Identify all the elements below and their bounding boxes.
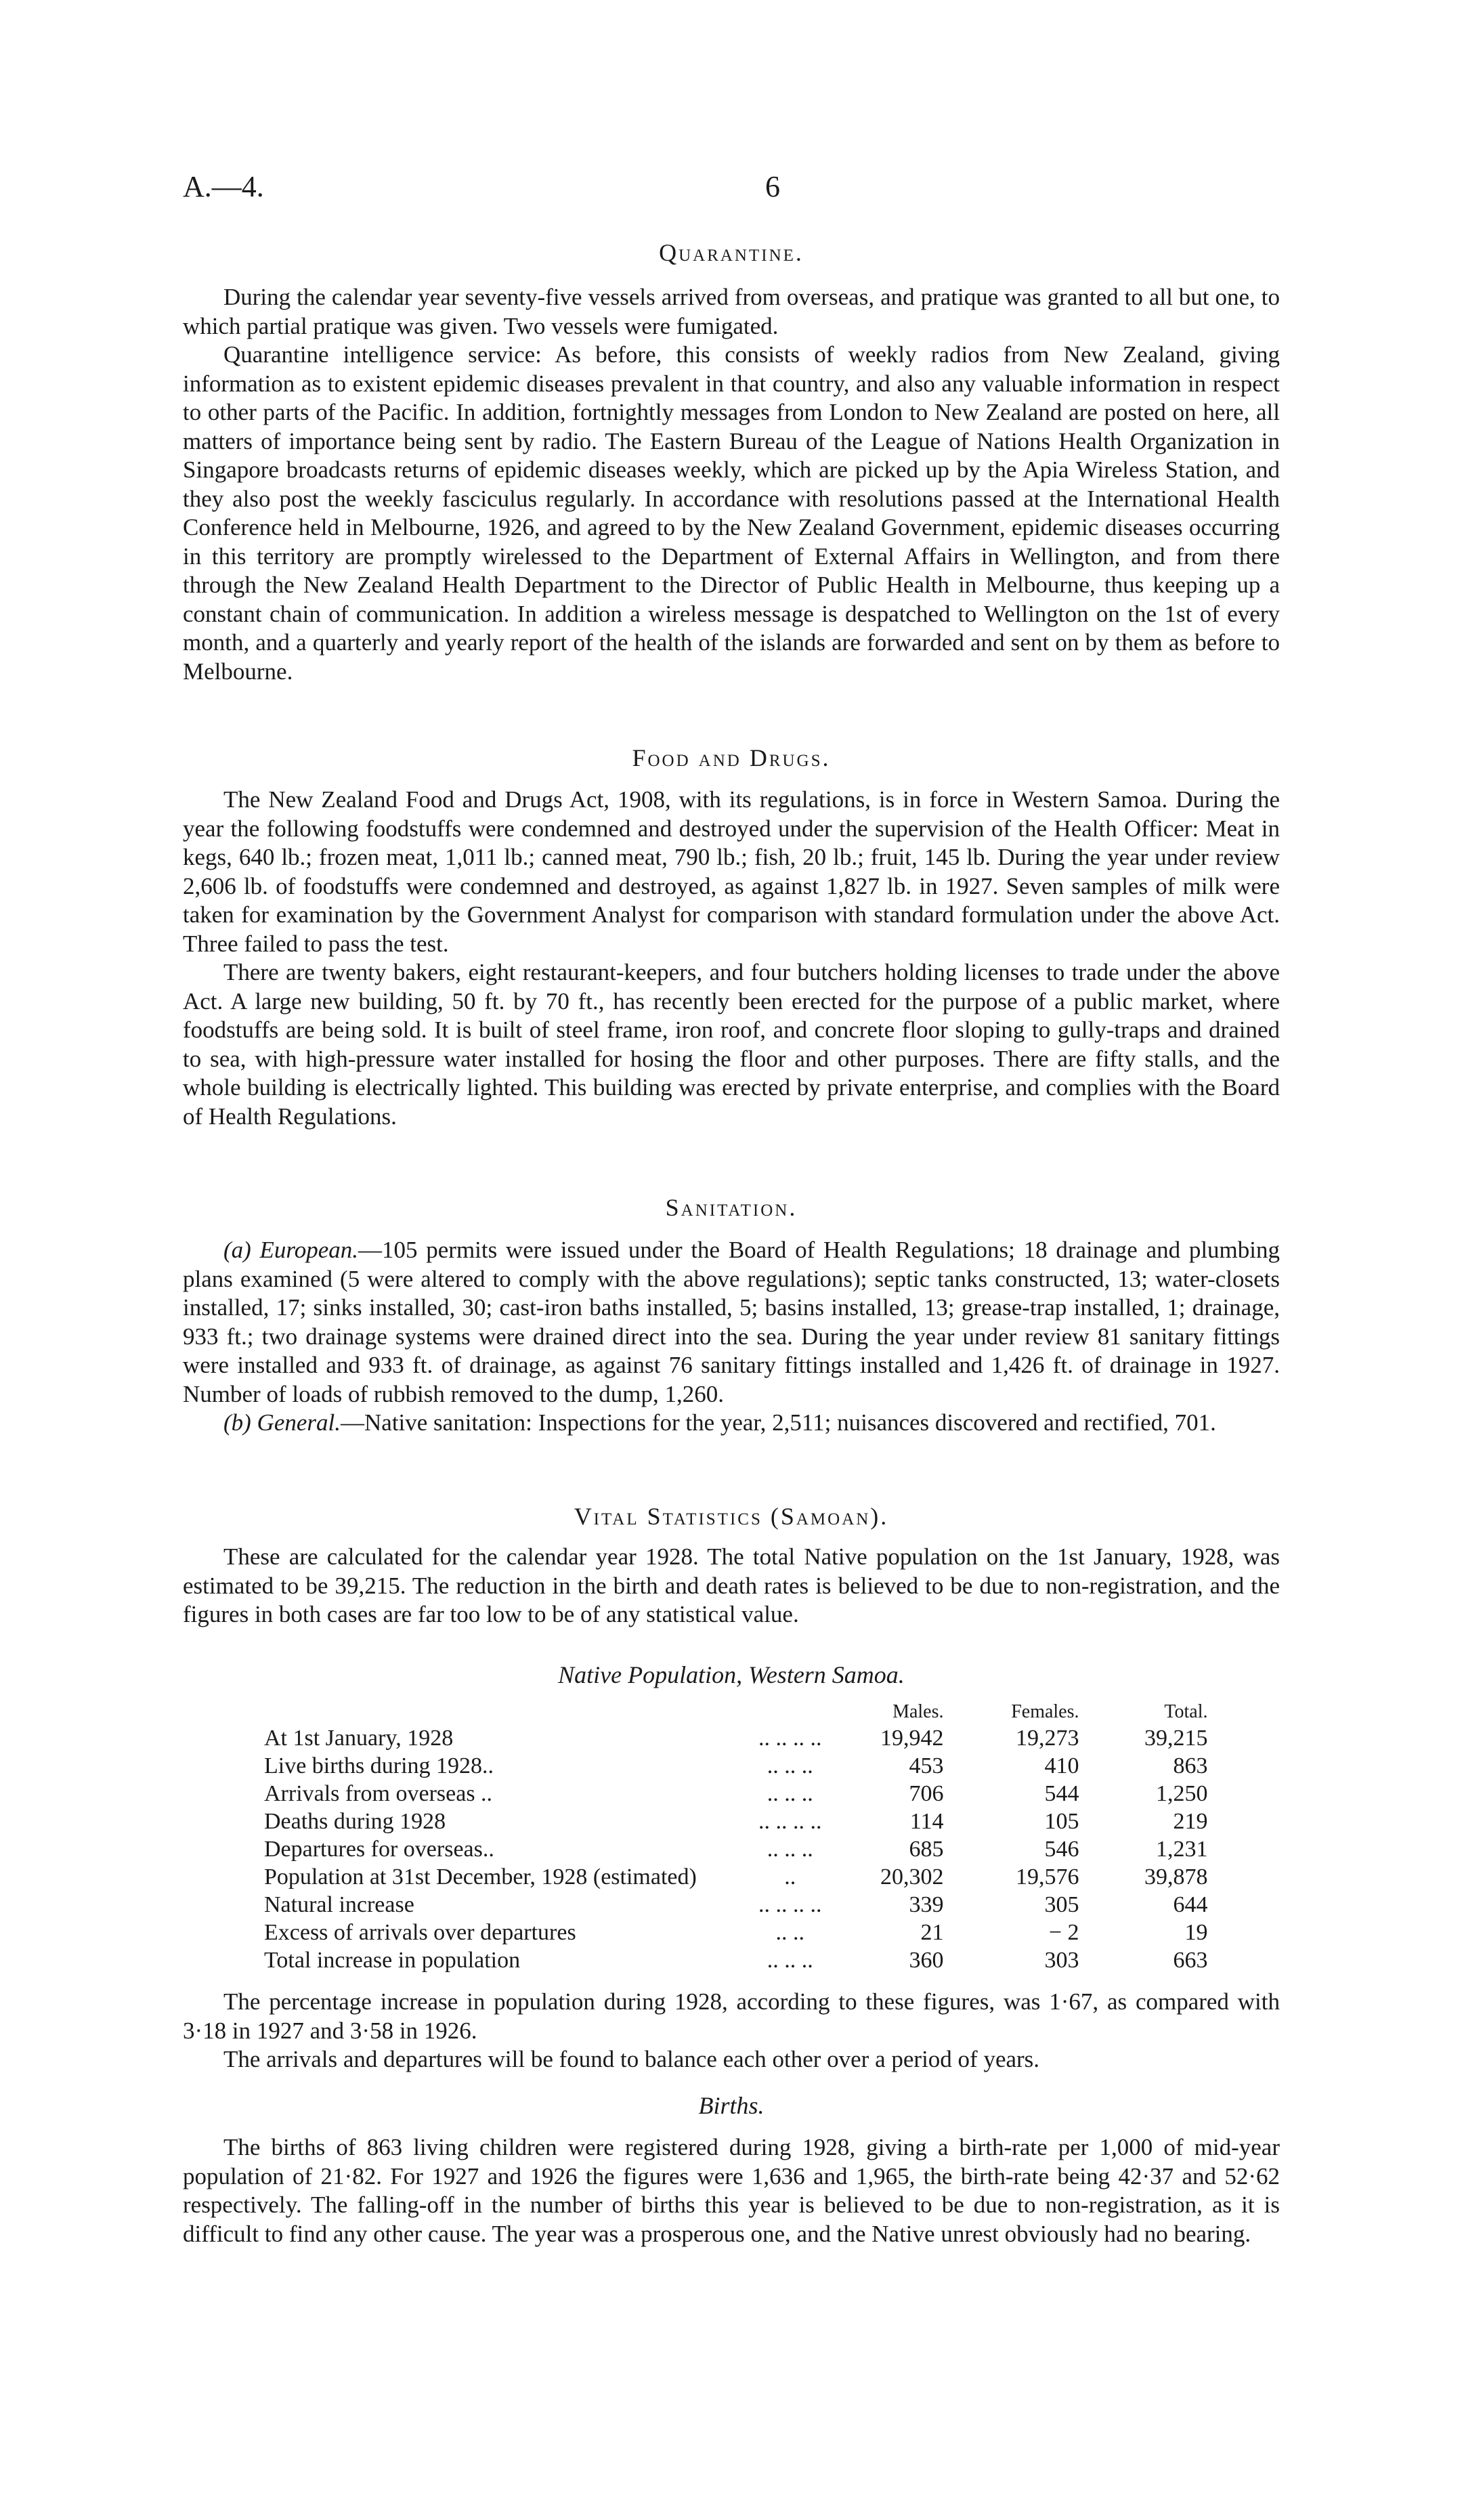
document-reference: A.—4.: [183, 170, 264, 203]
table-row: [264, 1946, 1208, 1974]
vital-statistics-title: Vital Statistics (Samoan).: [574, 1503, 889, 1530]
quarantine-title: Quarantine.: [659, 239, 804, 266]
row-label: Excess of arrivals over departures: [264, 1920, 576, 1945]
sanitation-title: Sanitation.: [665, 1194, 798, 1221]
population-table: [264, 1700, 1208, 1974]
row-label: At 1st January, 1928: [264, 1726, 454, 1751]
total-value: 863: [1173, 1753, 1208, 1778]
females-value: 305: [1044, 1892, 1079, 1917]
row-label: Natural increase: [264, 1892, 414, 1917]
births-title: Births.: [698, 2092, 765, 2119]
vital-statistics-body: [183, 1543, 1280, 1629]
births-body: [183, 2133, 1280, 2248]
percentage-increase-paragraph: The percentage increase in population during 1928, according to these figures, was 1·67, as compared with 3·18 in 1927 and 3·58 in 1926.: [183, 1988, 1280, 2044]
population-table-title: Native Population, Western Samoa.: [558, 1661, 905, 1688]
total-value: 19: [1184, 1920, 1208, 1945]
row-label: Live births during 1928..: [264, 1753, 494, 1778]
males-value: 453: [909, 1753, 944, 1778]
table-row: [264, 1863, 1208, 1891]
females-value: 546: [1044, 1837, 1079, 1862]
column-header-females: Females.: [1011, 1701, 1079, 1722]
total-value: 39,878: [1144, 1864, 1208, 1889]
percentage-increase-body: [183, 1988, 1280, 2074]
males-value: 20,302: [880, 1864, 944, 1889]
european-label: (a) European.: [223, 1237, 359, 1263]
row-leader: .. .. ..: [767, 1753, 813, 1778]
table-row: [264, 1724, 1208, 1752]
males-value: 706: [909, 1781, 944, 1806]
table-row: [264, 1891, 1208, 1919]
sanitation-body: [183, 1236, 1280, 1438]
quarantine-paragraph-2: Quarantine intelligence service: As before, this consists of weekly radios from New Zealand, giving information as to existent epidemic diseases prevalent in that country, and also any valuable information in respect to other parts of the Pacific. In addition, fortnightly messages from London to New Zealand are posted on here, all matters of importance being sent by radio. The Eastern Bureau of the League of Nations Health Organization in Singapore broadcasts returns of epidemic diseases weekly, which are picked up by the Apia Wireless Station, and they also post the weekly fasciculus regularly. In accordance with resolutions passed at the International Health Conference held in Melbourne, 1926, and agreed to by the New Zealand Government, epidemic diseases occurring in this territory are promptly wirelessed to the Department of External Affairs in Wellington, and from there through the New Zealand Health Department to the Director of Public Health in Melbourne, thus keeping up a constant chain of communication. In addition a wireless message is despatched to Wellington on the 1st of every month, and a quarterly and yearly report of the health of the islands are forwarded and sent on by them as before to Melbourne.: [183, 341, 1280, 685]
table-row: [264, 1835, 1208, 1863]
males-value: 114: [909, 1809, 944, 1834]
females-value: 19,273: [1016, 1726, 1079, 1751]
row-leader: .. .. ..: [767, 1837, 813, 1862]
row-label: Deaths during 1928: [264, 1809, 446, 1834]
males-value: 685: [909, 1837, 944, 1862]
females-value: − 2: [1048, 1920, 1079, 1945]
row-leader: .. .. .. ..: [758, 1892, 822, 1917]
total-value: 1,231: [1156, 1837, 1208, 1862]
food-drugs-title: Food and Drugs.: [632, 744, 831, 771]
row-leader: .. ..: [775, 1920, 804, 1945]
general-label: (b) General.: [223, 1409, 341, 1436]
males-value: 19,942: [880, 1726, 944, 1751]
row-leader: .. .. ..: [767, 1781, 813, 1806]
row-leader: .. .. ..: [767, 1948, 813, 1973]
arrivals-departures-paragraph: The arrivals and departures will be found to balance each other over a period of years.: [223, 2046, 1040, 2072]
food-drugs-body: [183, 786, 1280, 1131]
quarantine-paragraph-1: During the calendar year seventy-five vessels arrived from overseas, and pratique was granted to all but one, to which partial pratique was given. Two vessels were fumigated.: [183, 284, 1280, 339]
females-value: 303: [1044, 1948, 1079, 1973]
females-value: 410: [1044, 1753, 1079, 1778]
table-row: [264, 1919, 1208, 1946]
births-paragraph: The births of 863 living children were registered during 1928, giving a birth-rate per 1,000 of mid-year population of 21·82. For 1927 and 1926 the figures were 1,636 and 1,965, the birth-rate being 42·37 and 52·62 respectively. The falling-off in the number of births this year is believed to be due to non-registration, as it is difficult to find any other cause. The year was a prosperous one, and the Native unrest obviously had no bearing.: [183, 2134, 1280, 2247]
row-leader: .. .. .. ..: [758, 1726, 822, 1751]
females-value: 544: [1044, 1781, 1079, 1806]
row-label: Arrivals from overseas ..: [264, 1781, 493, 1806]
table-row: [264, 1808, 1208, 1835]
vital-statistics-paragraph: These are calculated for the calendar year 1928. The total Native population on the 1st January, 1928, was estimated to be 39,215. The reduction in the birth and death rates is believed to be due to non-registration, and the figures in both cases are far too low to be of any statistical value.: [183, 1543, 1280, 1627]
total-value: 644: [1173, 1892, 1208, 1917]
row-label: Departures for overseas..: [264, 1837, 494, 1862]
page-number: 6: [765, 170, 780, 203]
row-label: Population at 31st December, 1928 (estimated): [264, 1864, 697, 1889]
males-value: 21: [920, 1920, 944, 1945]
page-header: [183, 169, 1280, 210]
european-text: —105 permits were issued under the Board of Health Regulations; 18 drainage and plumbing plans examined (5 were altered to comply with the above regulations); septic tanks constructed, 13; water-closets installed, 17; sinks installed, 30; cast-iron baths installed, 5; basins installed, 13; grease-trap installed, 1; drainage, 933 ft.; two drainage systems were drained direct into the sea. During the year under review 81 sanitary fittings were installed and 933 ft. of drainage, as against 76 sanitary fittings installed and 1,426 ft. of drainage in 1927. Number of loads of rubbish removed to the dump, 1,260.: [183, 1237, 1280, 1407]
food-drugs-paragraph-2: There are twenty bakers, eight restaurant-keepers, and four butchers holding licenses to trade under the above Act. A large new building, 50 ft. by 70 ft., has recently been erected for the purpose of a public market, where foodstuffs are being sold. It is built of steel frame, iron roof, and concrete floor sloping to gully-traps and drained to sea, with high-pressure water installed for hosing the floor and other purposes. There are fifty stalls, and the whole building is electrically lighted. This building was erected by private enterprise, and complies with the Board of Health Regulations.: [183, 959, 1280, 1130]
row-leader: ..: [784, 1864, 796, 1889]
table-header-row: [264, 1700, 1208, 1724]
column-header-total: Total.: [1164, 1701, 1208, 1722]
total-value: 663: [1173, 1948, 1208, 1973]
sanitation-general: [183, 1409, 1280, 1438]
quarantine-body: [183, 283, 1280, 686]
sanitation-european: [183, 1236, 1280, 1409]
total-value: 1,250: [1156, 1781, 1208, 1806]
males-value: 360: [909, 1948, 944, 1973]
table-row: [264, 1780, 1208, 1808]
females-value: 19,576: [1016, 1864, 1079, 1889]
females-value: 105: [1044, 1809, 1079, 1834]
row-leader: .. .. .. ..: [758, 1809, 822, 1834]
food-drugs-paragraph-1: The New Zealand Food and Drugs Act, 1908, with its regulations, is in force in Western Samoa. During the year the following foodstuffs were condemned and destroyed under the supervision of the Health Officer: Meat in kegs, 640 lb.; frozen meat, 1,011 lb.; canned meat, 790 lb.; fish, 20 lb.; fruit, 145 lb. During the year under review 2,606 lb. of foodstuffs were condemned and destroyed, as against 1,827 lb. in 1927. Seven samples of milk were taken for examination by the Government Analyst for comparison with standard formulation under the above Act. Three failed to pass the test.: [183, 786, 1280, 957]
general-text: —Native sanitation: Inspections for the year, 2,511; nuisances discovered and rectified, 701.: [341, 1409, 1216, 1436]
males-value: 339: [909, 1892, 944, 1917]
total-value: 39,215: [1144, 1726, 1208, 1751]
row-label: Total increase in population: [264, 1948, 521, 1973]
table-row: [264, 1752, 1208, 1780]
column-header-males: Males.: [892, 1701, 944, 1722]
total-value: 219: [1173, 1809, 1208, 1834]
